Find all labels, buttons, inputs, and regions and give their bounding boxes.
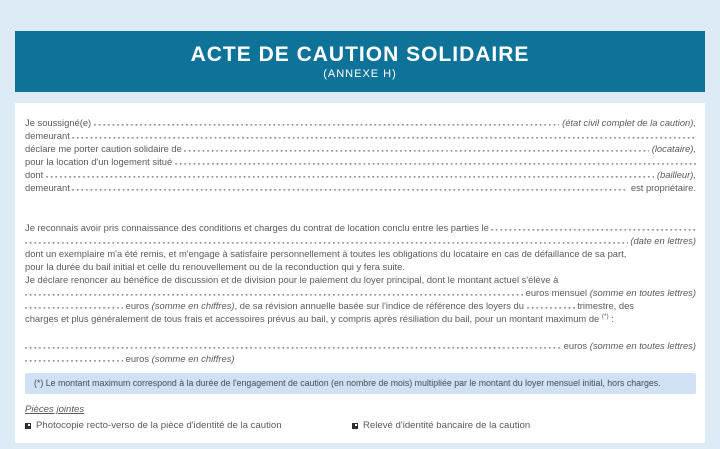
form-line — [25, 129, 696, 142]
form-line — [25, 260, 696, 273]
dotted-blank-field — [25, 299, 123, 312]
line-text: , de sa révision annuelle basée sur l'indice de référence des loyers du — [234, 300, 527, 311]
form-line — [25, 142, 696, 155]
dotted-blank-field — [25, 352, 123, 365]
paragraph-engagement — [25, 221, 696, 325]
line-text: (somme en chiffres) — [151, 300, 235, 311]
form-line — [25, 273, 696, 286]
dotted-blank-field — [491, 221, 696, 234]
page-subtitle: (ANNEXE H) — [323, 67, 397, 80]
checkbox-icon[interactable] — [25, 423, 31, 429]
line-text: (bailleur), — [654, 169, 696, 180]
line-text: (somme en toutes lettres) — [589, 340, 696, 351]
attachment-item-id-copy — [25, 419, 352, 432]
form-line — [25, 312, 696, 325]
dotted-blank-field — [46, 168, 654, 181]
line-text: (date en lettres) — [627, 235, 696, 246]
content-card — [15, 103, 705, 443]
form-body — [25, 116, 696, 365]
dotted-blank-field — [184, 142, 649, 155]
line-text: Je soussigné(e) — [25, 117, 94, 128]
line-text: déclare me porter caution solidaire de — [25, 143, 185, 154]
attachment-label: Relevé d'identité bancaire de la caution — [363, 420, 531, 431]
attachments-row — [25, 419, 696, 432]
line-text: (somme en chiffres) — [151, 353, 235, 364]
form-line — [25, 221, 696, 234]
dotted-blank-field — [175, 155, 696, 168]
dotted-blank-field — [25, 286, 523, 299]
line-text: dont un exemplaire m'a été remis, et m'engage à satisfaire personnellement à toutes les obligations du locataire en cas de défaillance de sa part, — [25, 248, 627, 259]
line-text: Je reconnais avoir pris connaissance des conditions et charges du contrat de location conclu entre les parties le — [25, 222, 492, 233]
line-text: pour la durée du bail initial et celle du renouvellement ou de la reconduction qui y fera suite. — [25, 261, 405, 272]
form-line — [25, 247, 696, 260]
attachment-label: Photocopie recto-verso de la pièce d'identité de la caution — [36, 420, 282, 431]
form-line — [25, 286, 696, 299]
line-text: euros — [123, 300, 152, 311]
line-text: pour la location d'un logement situé — [25, 156, 175, 167]
form-line — [25, 339, 696, 352]
line-text: : — [608, 313, 614, 324]
dotted-blank-field — [94, 116, 560, 129]
line-text: trimestre, des — [574, 300, 634, 311]
checkbox-icon[interactable] — [352, 423, 358, 429]
page-title: ACTE DE CAUTION SOLIDAIRE — [190, 42, 530, 66]
line-text: euros — [123, 353, 152, 364]
line-text: charges et plus généralement de tous frais et accessoires prévus au bail, y compris après résiliation du bail, pour un montant maximum de — [25, 313, 602, 324]
dotted-blank-field — [25, 339, 561, 352]
line-text: est propriétaire. — [628, 182, 696, 193]
paragraph-caution-identity — [25, 116, 696, 194]
attachments-section — [25, 403, 696, 432]
page-root — [0, 31, 720, 449]
form-line — [25, 299, 696, 312]
dotted-blank-field — [527, 299, 575, 312]
line-text: euros — [561, 340, 590, 351]
form-line — [25, 168, 696, 181]
form-line — [25, 155, 696, 168]
paragraph-montant-maximum — [25, 339, 696, 365]
line-text: (*) — [601, 313, 609, 320]
form-line — [25, 181, 696, 194]
line-text: (locataire), — [649, 143, 696, 154]
attachment-item-bank-details — [352, 419, 530, 432]
line-text: dont — [25, 169, 46, 180]
line-text: demeurant — [25, 182, 73, 193]
header-band — [15, 31, 705, 92]
line-text: (état civil complet de la caution), — [559, 117, 696, 128]
attachments-heading: Pièces jointes — [25, 404, 85, 415]
line-text: Je déclare renoncer au bénéfice de discussion et de division pour le paiement du loyer principal, dont le montant actuel s'élève à — [25, 274, 561, 285]
dotted-blank-field — [72, 181, 628, 194]
dotted-blank-field — [72, 129, 696, 142]
form-line — [25, 116, 696, 129]
dotted-blank-field — [25, 234, 628, 247]
line-text: (somme en toutes lettres) — [589, 287, 696, 298]
line-text: demeurant — [25, 130, 73, 141]
footnote: (*) Le montant maximum correspond à la durée de l'engagement de caution (en nombre de mois) multipliée par le montant du loyer mensuel initial, hors charges. — [25, 373, 696, 394]
form-line — [25, 234, 696, 247]
line-text: euros mensuel — [523, 287, 590, 298]
form-line — [25, 352, 696, 365]
